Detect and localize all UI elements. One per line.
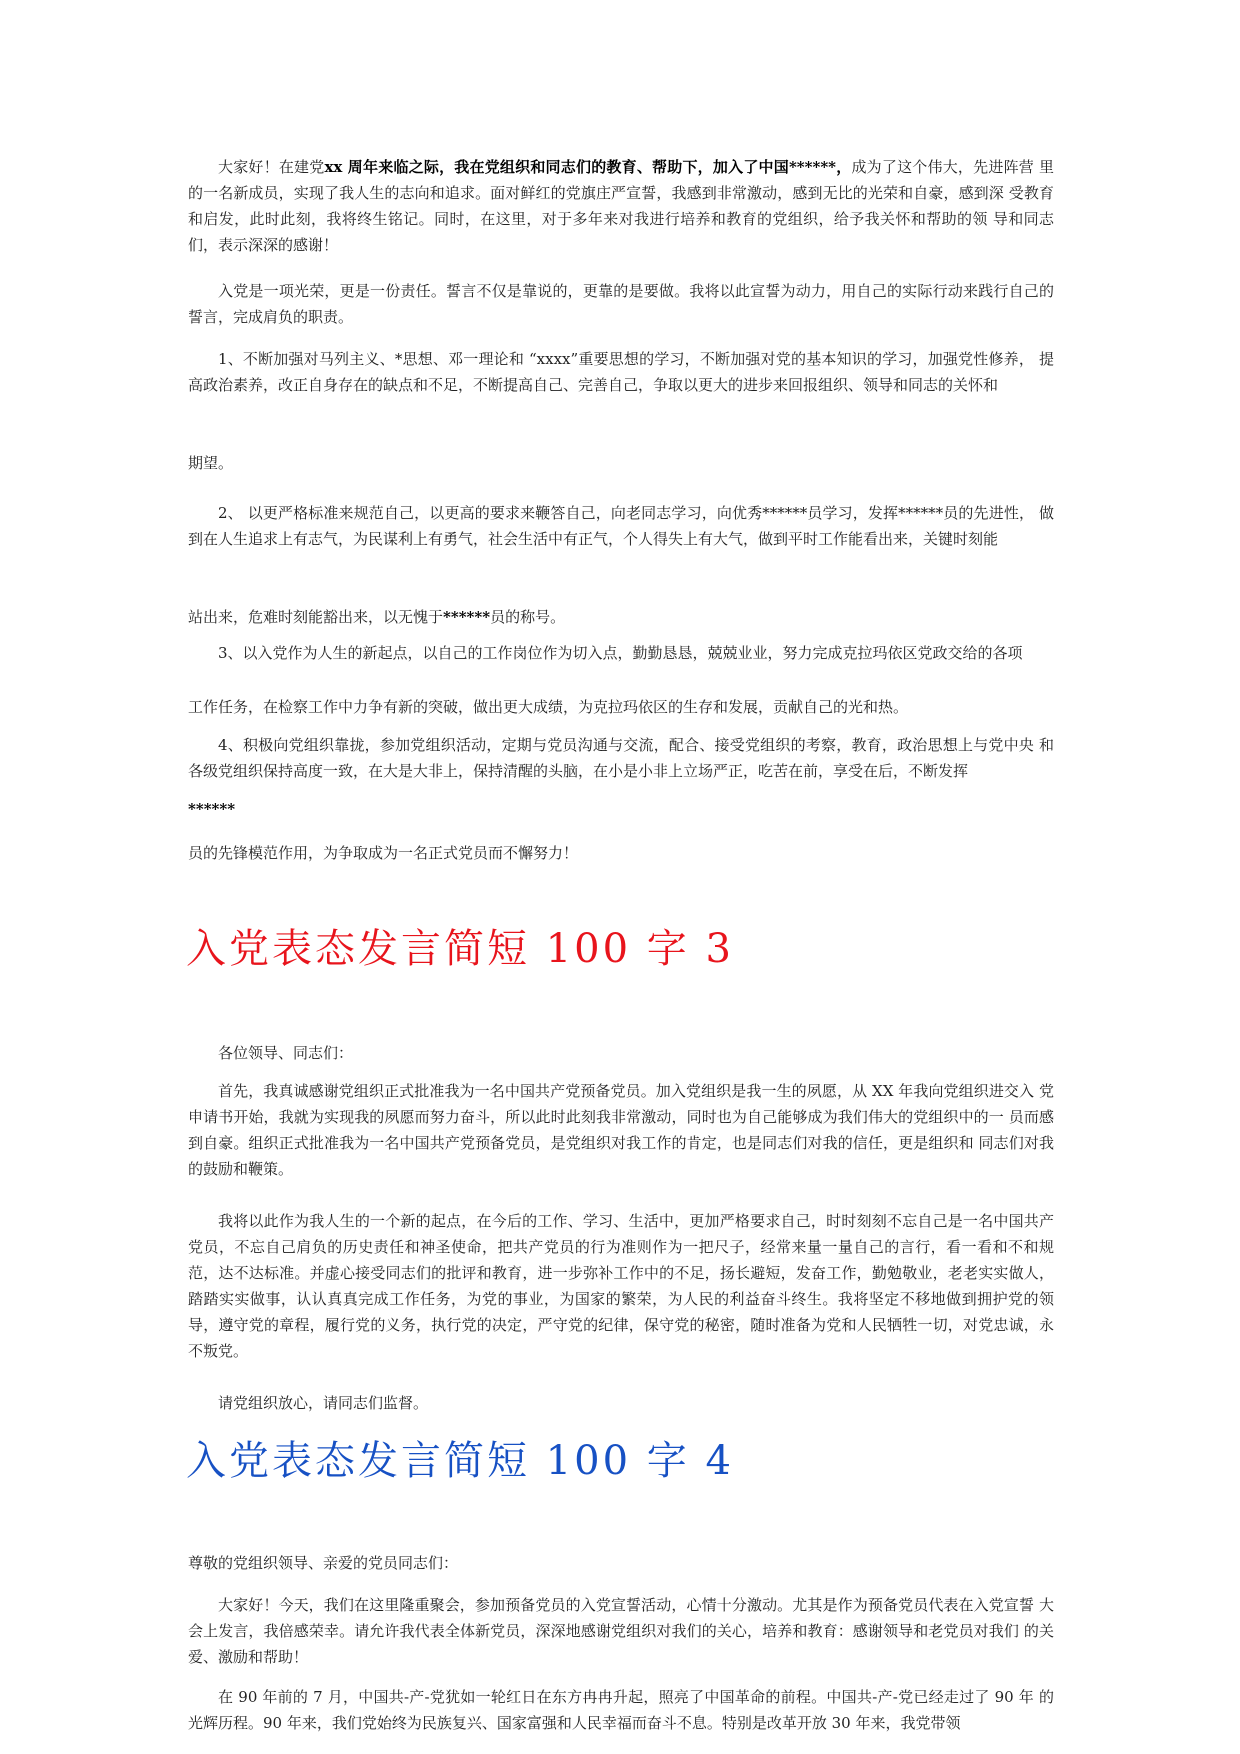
section-heading-3: 入党表态发言简短 100 字 3 xyxy=(186,926,734,972)
paragraph-item-4-continued: 员的先锋模范作用，为争取成为一名正式党员而不懈努力！ xyxy=(188,844,579,862)
text-run: 站出来，危难时刻能豁出来，以无愧于 xyxy=(188,608,444,626)
paragraph-3-3: 请党组织放心，请同志们监督。 xyxy=(218,1394,429,1412)
text-run: 员的称号。 xyxy=(490,608,566,626)
paragraph-responsibility: 入党是一项光荣，更是一份责任。誓言不仅是靠说的，更靠的是要做。我将以此宣誓为动力，用自己的实际行动来践行自己的誓言，完成肩负的职责。 xyxy=(188,282,1054,326)
greeting-4: 尊敬的党组织领导、亲爱的党员同志们： xyxy=(188,1554,459,1572)
paragraph-item-3: 3、以入党作为人生的新起点，以自己的工作岗位作为切入点，勤勤恳恳，兢兢业业，努力完成克拉玛依区党政交给的各项 xyxy=(218,644,1023,662)
paragraph-3-1: 首先，我真诚感谢党组织正式批准我为一名中国共产党预备党员。加入党组织是我一生的夙愿，从 XX 年我向党组织进交入 党申请书开始，我就为实现我的夙愿而努力奋斗，所以此时此刻我非常激动，同时也为自己能够成为我们伟大的党组织中的一 员而感到自豪。组织正式批准我为一名中国共产党预备党员，是党组织对我工作的肯定，也是同志们对我的信任，更是组织和 同志们对我的鼓励和鞭策。 xyxy=(188,1082,1054,1178)
paragraph-4-2: 在 90 年前的 7 月，中国共-产-党犹如一轮红日在东方冉冉升起，照亮了中国革命的前程。中国共-产-党已经走过了 90 年 的光辉历程。90 年来，我们党始终为民族复兴、国家富强和人民幸福而奋斗不息。特别是改革开放 30 年来，我党带领 xyxy=(188,1688,1054,1732)
paragraph-item-2: 2、 以更严格标准来规范自己，以更高的要求来鞭答自己，向老同志学习，向优秀******员学习，发挥******员的先进性， 做到在人生追求上有志气，为民谋利上有勇气，社会生活中有正气，个人得失上有大气，做到平时工作能看出来，关键时刻能 xyxy=(188,504,1054,548)
masked-text: ****** xyxy=(188,800,236,818)
masked-text-line xyxy=(188,796,1054,822)
paragraph-item-3-continued: 工作任务，在检察工作中力争有新的突破，做出更大成绩，为克拉玛依区的生存和发展，贡献自己的光和热。 xyxy=(188,698,909,716)
text-run: 成为了这个伟大，先进阵营 里的一名新成员，实现了我人生的志向和追求。面对鲜红的党旗庄严宣誓，我感到非常激动，感到无比的光荣和自豪，感到深 受教育和启发，此时此刻，我将终生铭记。同时，在这里，对于多年来对我进行培养和教育的党组织，给予我关怀和帮助的领 导和同志们，表示深深的感谢！ xyxy=(188,158,1054,254)
paragraph-4-1: 大家好！今天，我们在这里隆重聚会，参加预备党员的入党宣誓活动，心情十分激动。尤其是作为预备党员代表在入党宣誓 大会上发言，我倍感荣幸。请允许我代表全体新党员，深深地感谢党组织对我们的关心，培养和教育：感谢领导和老党员对我们 的关爱、激励和帮助！ xyxy=(188,1596,1054,1666)
paragraph-item-1-continued: 期望。 xyxy=(188,454,234,472)
paragraph-item-2-continued xyxy=(188,604,1054,630)
paragraph-item-4: 4、积极向党组织靠拢，参加党组织活动，定期与党员沟通与交流，配合、接受党组织的考察，教育，政治思想上与党中央 和各级党组织保持高度一致，在大是大非上，保持清醒的头脑，在小是小非上立场严正，吃苦在前，享受在后，不断发挥 xyxy=(188,736,1054,780)
bold-text-run: xx 周年来临之际，我在党组织和同志们的教育、帮助下，加入了中国******， xyxy=(324,158,852,176)
masked-text: ****** xyxy=(443,608,491,626)
section-heading-4: 入党表态发言简短 100 字 4 xyxy=(186,1438,734,1484)
greeting-3: 各位领导、同志们： xyxy=(218,1044,354,1062)
paragraph-3-2: 我将以此作为我人生的一个新的起点，在今后的工作、学习、生活中，更加严格要求自己，时时刻刻不忘自己是一名中国共产党员，不忘自己肩负的历史责任和神圣使命，把共产党员的行为准则作为一把尺子，经常来量一量自己的言行，看一看和不和规范，达不达标准。并虚心接受同志们的批评和教育，进一步弥补工作中的不足，扬长避短，发奋工作，勤勉敬业，老老实实做人，踏踏实实做事，认认真真完成工作任务，为党的事业，为国家的繁荣，为人民的利益奋斗终生。我将坚定不移地做到拥护党的领导，遵守党的章程，履行党的义务，执行党的决定，严守党的纪律，保守党的秘密，随时准备为党和人民牺牲一切，对党忠诚，永不叛党。 xyxy=(188,1212,1054,1360)
paragraph-item-1: 1、不断加强对马列主义、*思想、邓一理论和 “xxxx”重要思想的学习，不断加强对党的基本知识的学习，加强党性修养， 提高政治素养，改正自身存在的缺点和不足，不断提高自己、完善自己，争取以更大的进步来回报组织、领导和同志的关怀和 xyxy=(188,350,1054,394)
text-run: 大家好！在建党 xyxy=(218,158,325,176)
paragraph-opening xyxy=(188,154,1054,258)
